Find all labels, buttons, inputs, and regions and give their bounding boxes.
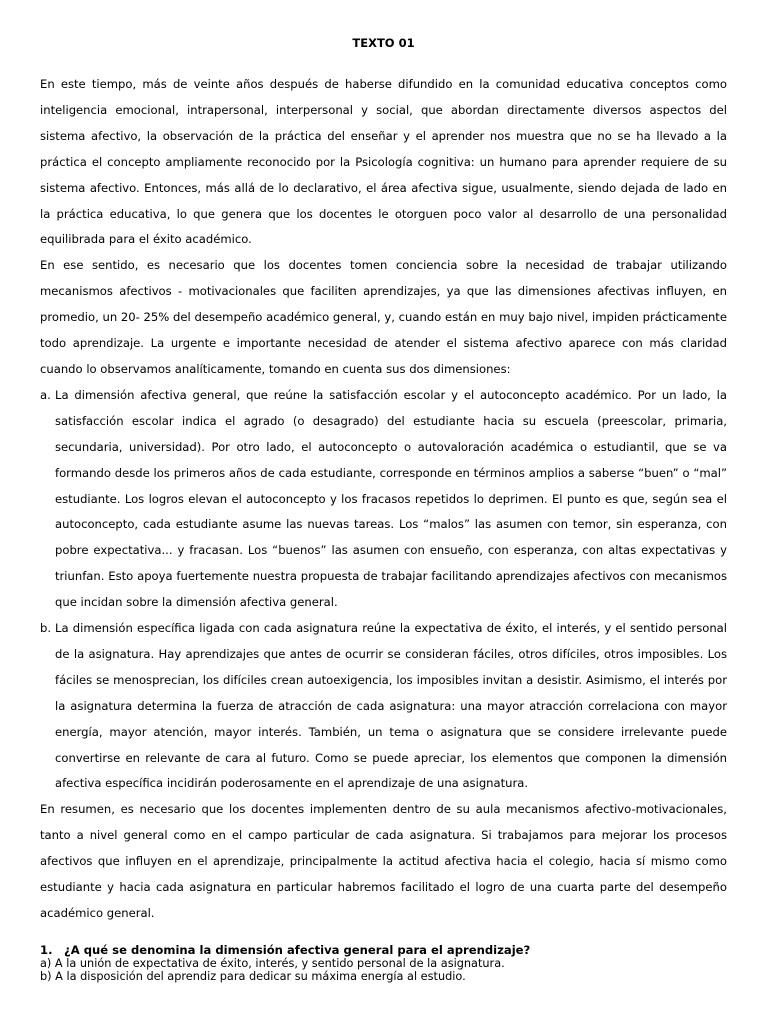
list-item-a: [40, 383, 727, 616]
question-1-option-b: b) A la disposición del aprendiz para dedicar su máxima energía al estudio.: [40, 970, 466, 984]
question-1-text: ¿A qué se denomina la dimensión afectiva general para el aprendizaje?: [64, 942, 531, 957]
question-1: [40, 943, 727, 957]
document-page: [40, 34, 727, 984]
question-1-option-a: a) A la unión de expectativa de éxito, interés, y sentido personal de la asignatura.: [40, 956, 505, 970]
list-marker-b: b.: [40, 621, 52, 636]
question-1-number: 1.: [40, 942, 53, 957]
list-item-b-text: La dimensión específica ligada con cada asignatura reúne la expectativa de éxito, el interés, y el sentido personal de la asignatura. Hay aprendizajes que antes de ocurrir se consideran fáciles, otros difíciles, otros imposibles. Los fáciles se menosprecian, los difíciles crean autoexigencia, los imposibles invitan a desistir. Asimismo, el interés por la asignatura determina la fuerza de atracción de cada asignatura: una mayor atracción correlaciona con mayor energía, mayor atención, mayor interés. También, un tema o asignatura que se considere irrelevante puede convertirse en relevante de cara al futuro. Como se puede apreciar, los elementos que componen la dimensión afectiva específica incidirán poderosamente en el aprendizaje de una asignatura.: [55, 621, 727, 791]
list-marker-a: a.: [40, 387, 51, 402]
paragraph-intro: En este tiempo, más de veinte años después de haberse difundido en la comunidad educativa conceptos como inteligencia emocional, intrapersonal, interpersonal y social, que abordan directamente diversos aspectos del sistema afectivo, la observación de la práctica del enseñar y el aprender nos muestra que no se ha llevado a la práctica el concepto ampliamente reconocido por la Psicología cognitiva: un humano para aprender requiere de su sistema afectivo. Entonces, más allá de lo declarativo, el área afectiva sigue, usualmente, siendo dejada de lado en la práctica educativa, lo que genera que los docentes le otorguen poco valor al desarrollo de una personalidad equilibrada para el éxito académico.: [40, 77, 727, 247]
paragraph-sentido: En ese sentido, es necesario que los docentes tomen conciencia sobre la necesidad de trabajar utilizando mecanismos afectivos - motivacionales que faciliten aprendizajes, ya que las dimensiones afectivas influyen, en promedio, un 20- 25% del desempeño académico general, y, cuando están en muy bajo nivel, impiden prácticamente todo aprendizaje. La urgente e importante necesidad de atender el sistema afectivo aparece con más claridad cuando lo observamos analíticamente, tomando en cuenta sus dos dimensiones:: [40, 258, 727, 376]
paragraph-conclusion: En resumen, es necesario que los docentes implementen dentro de su aula mecanismos afectivo-motivacionales, tanto a nivel general como en el campo particular de cada asignatura. Si trabajamos para mejorar los procesos afectivos que influyen en el aprendizaje, principalmente la actitud afectiva hacia el colegio, hacia sí mismo como estudiante y hacia cada asignatura en particular habremos facilitado el logro de una cuarta parte del desempeño académico general.: [40, 802, 727, 920]
list-item-a-text: La dimensión afectiva general, que reúne la satisfacción escolar y el autoconcepto académico. Por un lado, la satisfacción escolar indica el agrado (o desagrado) del estudiante hacia su escuela (preescolar, primaria, secundaria, universidad). Por otro lado, el autoconcepto o autovaloración académica o estudiantil, que se va formando desde los primeros años de cada estudiante, corresponde en términos amplios a saberse “buen” o “mal” estudiante. Los logros elevan el autoconcepto y los fracasos repetidos lo deprimen. El punto es que, según sea el autoconcepto, cada estudiante asume las nuevas tareas. Los “malos” las asumen con temor, sin esperanza, con pobre expectativa... y fracasan. Los “buenos” las asumen con ensueño, con esperanza, con altas expectativas y triunfan. Esto apoya fuertemente nuestra propuesta de trabajar facilitando aprendizajes afectivos con mecanismos que incidan sobre la dimensión afectiva general.: [55, 387, 727, 610]
list-item-b: [40, 616, 727, 797]
document-title: TEXTO 01: [352, 36, 415, 50]
question-block-1: [40, 943, 727, 984]
